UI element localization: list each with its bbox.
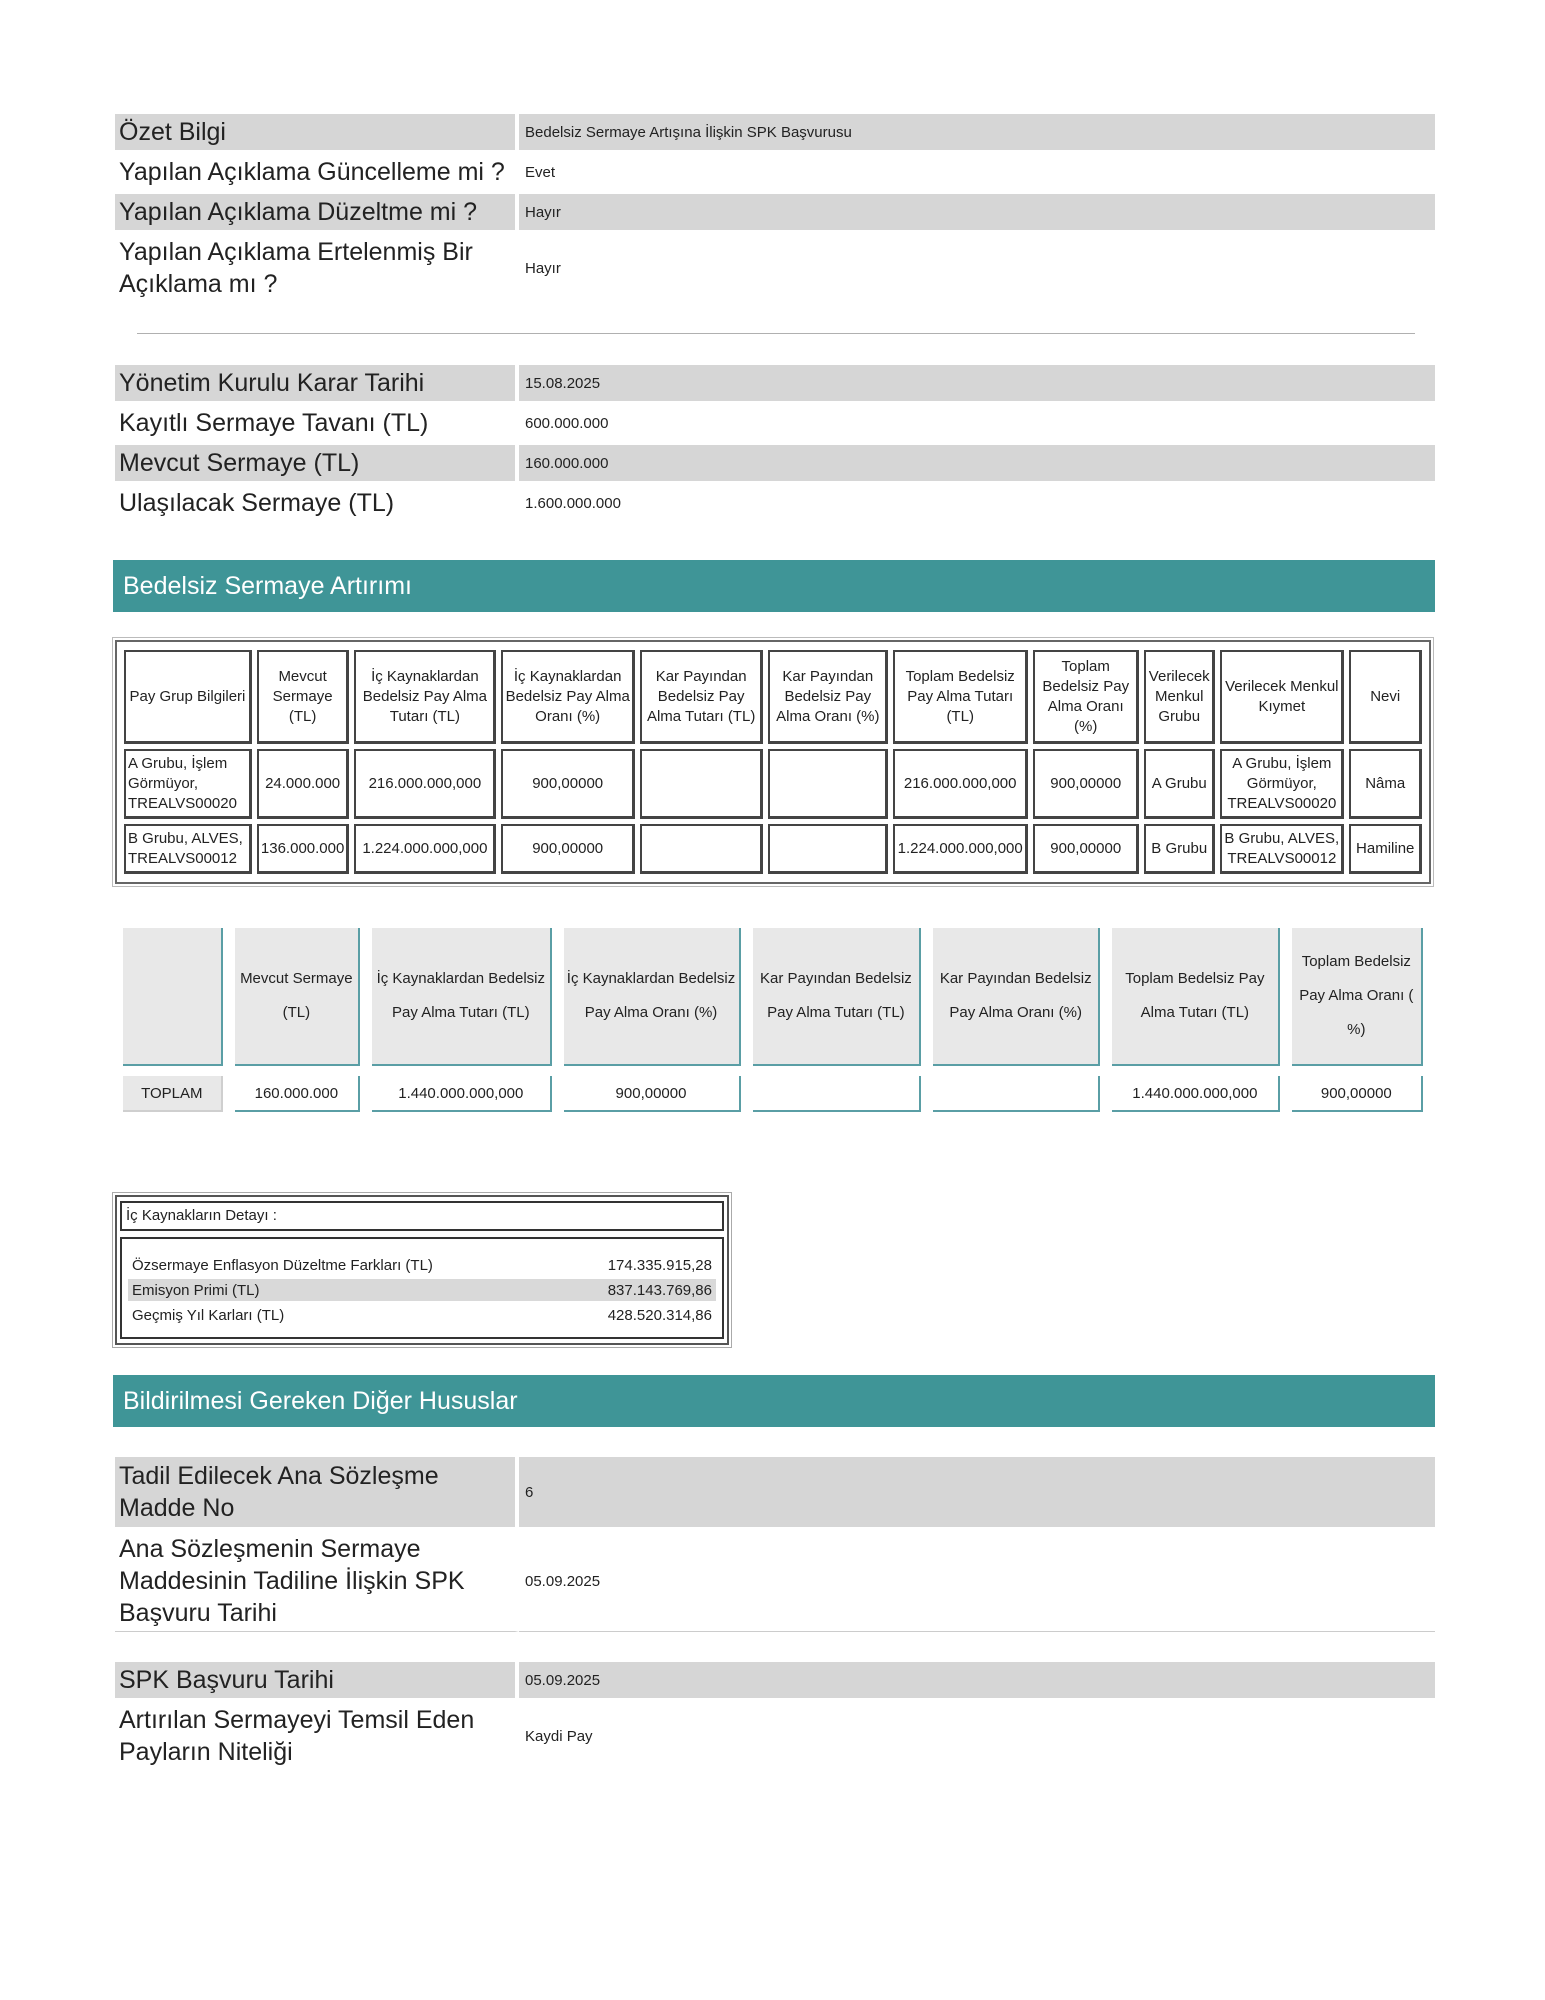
totals-header: Mevcut Sermaye (TL): [235, 928, 361, 1066]
grid-header: Mevcut Sermaye (TL): [257, 650, 349, 744]
summary-value: Hayır: [519, 194, 1435, 230]
summary-label: Özet Bilgi: [115, 114, 519, 150]
list-item: [128, 1304, 716, 1326]
grid-header: Toplam Bedelsiz Pay Alma Tutarı (TL): [893, 650, 1028, 744]
totals-cell: 900,00000: [564, 1076, 741, 1112]
source-label: Geçmiş Yıl Karları (TL): [132, 1306, 285, 1324]
totals-cell: 1.440.000.000,000: [1112, 1076, 1280, 1112]
spk-label: SPK Başvuru Tarihi: [115, 1662, 519, 1698]
grid-cell: [768, 749, 888, 819]
grid-cell: A Grubu, İşlem Görmüyor, TREALVS00020: [124, 749, 252, 819]
spk-value: Kaydi Pay: [519, 1702, 1435, 1770]
capital-label: Ulaşılacak Sermaye (TL): [115, 485, 519, 521]
grid-cell: 900,00000: [1033, 824, 1139, 874]
grid-cell: 1.224.000.000,000: [893, 824, 1028, 874]
grid-header: İç Kaynaklardan Bedelsiz Pay Alma Oranı (%): [501, 650, 634, 744]
summary-value: Bedelsiz Sermaye Artışına İlişkin SPK Başvurusu: [519, 114, 1435, 150]
other-label: Tadil Edilecek Ana Sözleşme Madde No: [115, 1457, 519, 1527]
totals-cell: [753, 1076, 922, 1112]
grid-header: Toplam Bedelsiz Pay Alma Oranı (%): [1033, 650, 1139, 744]
other-label: Ana Sözleşmenin Sermaye Maddesinin Tadiline İlişkin SPK Başvuru Tarihi: [115, 1531, 519, 1632]
summary-label: Yapılan Açıklama Güncelleme mi ?: [115, 154, 519, 190]
grid-header: Pay Grup Bilgileri: [124, 650, 252, 744]
divider: [137, 333, 1415, 334]
capital-row: [115, 405, 1435, 441]
totals-row: [123, 1076, 1423, 1112]
grid-cell: 900,00000: [1033, 749, 1139, 819]
grid-cell: Hamiline: [1349, 824, 1422, 874]
totals-header: Toplam Bedelsiz Pay Alma Oranı ( %): [1292, 928, 1423, 1066]
totals-header: İç Kaynaklardan Bedelsiz Pay Alma Tutarı (TL): [372, 928, 551, 1066]
totals-header: Kar Payından Bedelsiz Pay Alma Oranı (%): [933, 928, 1100, 1066]
capital-label: Mevcut Sermaye (TL): [115, 445, 519, 481]
grid-cell: A Grubu: [1144, 749, 1215, 819]
internal-sources-title: İç Kaynakların Detayı :: [120, 1201, 724, 1231]
grid-header: Verilecek Menkul Grubu: [1144, 650, 1215, 744]
summary-label: Yapılan Açıklama Düzeltme mi ?: [115, 194, 519, 230]
grid-cell: 216.000.000,000: [354, 749, 496, 819]
source-value: 428.520.314,86: [607, 1306, 712, 1324]
summary-row: [115, 234, 1435, 302]
summary-value: Hayır: [519, 234, 1435, 302]
totals-label: TOPLAM: [123, 1076, 223, 1112]
source-label: Özsermaye Enflasyon Düzeltme Farkları (TL): [132, 1256, 433, 1274]
totals-table: [111, 918, 1435, 1122]
list-item: [128, 1279, 716, 1301]
capital-row: [115, 445, 1435, 481]
totals-cell: 160.000.000: [235, 1076, 361, 1112]
table-row: [124, 824, 1422, 874]
summary-row: [115, 154, 1435, 190]
grid-cell: [640, 824, 763, 874]
grid-cell: [640, 749, 763, 819]
source-value: 837.143.769,86: [598, 1279, 716, 1301]
totals-header: Toplam Bedelsiz Pay Alma Tutarı (TL): [1112, 928, 1280, 1066]
capital-row: [115, 485, 1435, 521]
grid-header: Verilecek Menkul Kıymet: [1220, 650, 1344, 744]
other-value: 6: [519, 1457, 1435, 1527]
summary-table: [115, 110, 1435, 306]
grid-cell: B Grubu, ALVES, TREALVS00012: [124, 824, 252, 874]
grid-cell: 216.000.000,000: [893, 749, 1028, 819]
grid-cell: 900,00000: [501, 749, 634, 819]
summary-row: [115, 114, 1435, 150]
totals-cell: 900,00000: [1292, 1076, 1423, 1112]
totals-header-row: [123, 928, 1423, 1066]
section-header-other: Bildirilmesi Gereken Diğer Hususlar: [113, 1375, 1435, 1427]
spk-row: [115, 1662, 1435, 1698]
totals-header: [123, 928, 223, 1066]
capital-value: 600.000.000: [519, 405, 1435, 441]
section-header-bedelsiz: Bedelsiz Sermaye Artırımı: [113, 560, 1435, 612]
grid-cell: Nâma: [1349, 749, 1422, 819]
other-table: [115, 1453, 1435, 1636]
grid-header-row: [124, 650, 1422, 744]
summary-value: Evet: [519, 154, 1435, 190]
totals-cell: 1.440.000.000,000: [372, 1076, 551, 1112]
capital-label: Yönetim Kurulu Karar Tarihi: [115, 365, 519, 401]
grid-cell: 136.000.000: [257, 824, 349, 874]
other-value: 05.09.2025: [519, 1531, 1435, 1632]
spk-value: 05.09.2025: [519, 1662, 1435, 1698]
grid-cell: 900,00000: [501, 824, 634, 874]
grid-cell: B Grubu, ALVES, TREALVS00012: [1220, 824, 1344, 874]
capital-row: [115, 365, 1435, 401]
grid-header: Kar Payından Bedelsiz Pay Alma Oranı (%): [768, 650, 888, 744]
totals-cell: [933, 1076, 1100, 1112]
source-value: 174.335.915,28: [607, 1256, 712, 1274]
capital-table: [115, 361, 1435, 525]
summary-label: Yapılan Açıklama Ertelenmiş Bir Açıklama mı ?: [115, 234, 519, 302]
spk-row: [115, 1702, 1435, 1770]
grid-header: İç Kaynaklardan Bedelsiz Pay Alma Tutarı (TL): [354, 650, 496, 744]
grid-cell: [768, 824, 888, 874]
grid-header: Nevi: [1349, 650, 1422, 744]
capital-value: 15.08.2025: [519, 365, 1435, 401]
table-row: [124, 749, 1422, 819]
share-group-table: [115, 640, 1431, 884]
grid-header: Kar Payından Bedelsiz Pay Alma Tutarı (TL): [640, 650, 763, 744]
totals-header: İç Kaynaklardan Bedelsiz Pay Alma Oranı (%): [564, 928, 741, 1066]
spk-table: [115, 1658, 1435, 1774]
grid-cell: 1.224.000.000,000: [354, 824, 496, 874]
totals-header: Kar Payından Bedelsiz Pay Alma Tutarı (TL): [753, 928, 922, 1066]
spk-label: Artırılan Sermayeyi Temsil Eden Payların Niteliği: [115, 1702, 519, 1770]
other-row: [115, 1457, 1435, 1527]
capital-value: 160.000.000: [519, 445, 1435, 481]
list-item: [128, 1254, 716, 1276]
internal-sources-box: [115, 1195, 729, 1345]
capital-label: Kayıtlı Sermaye Tavanı (TL): [115, 405, 519, 441]
source-label: Emisyon Primi (TL): [128, 1279, 598, 1301]
grid-cell: 24.000.000: [257, 749, 349, 819]
grid-cell: B Grubu: [1144, 824, 1215, 874]
other-row: [115, 1531, 1435, 1632]
grid-cell: A Grubu, İşlem Görmüyor, TREALVS00020: [1220, 749, 1344, 819]
capital-value: 1.600.000.000: [519, 485, 1435, 521]
summary-row: [115, 194, 1435, 230]
